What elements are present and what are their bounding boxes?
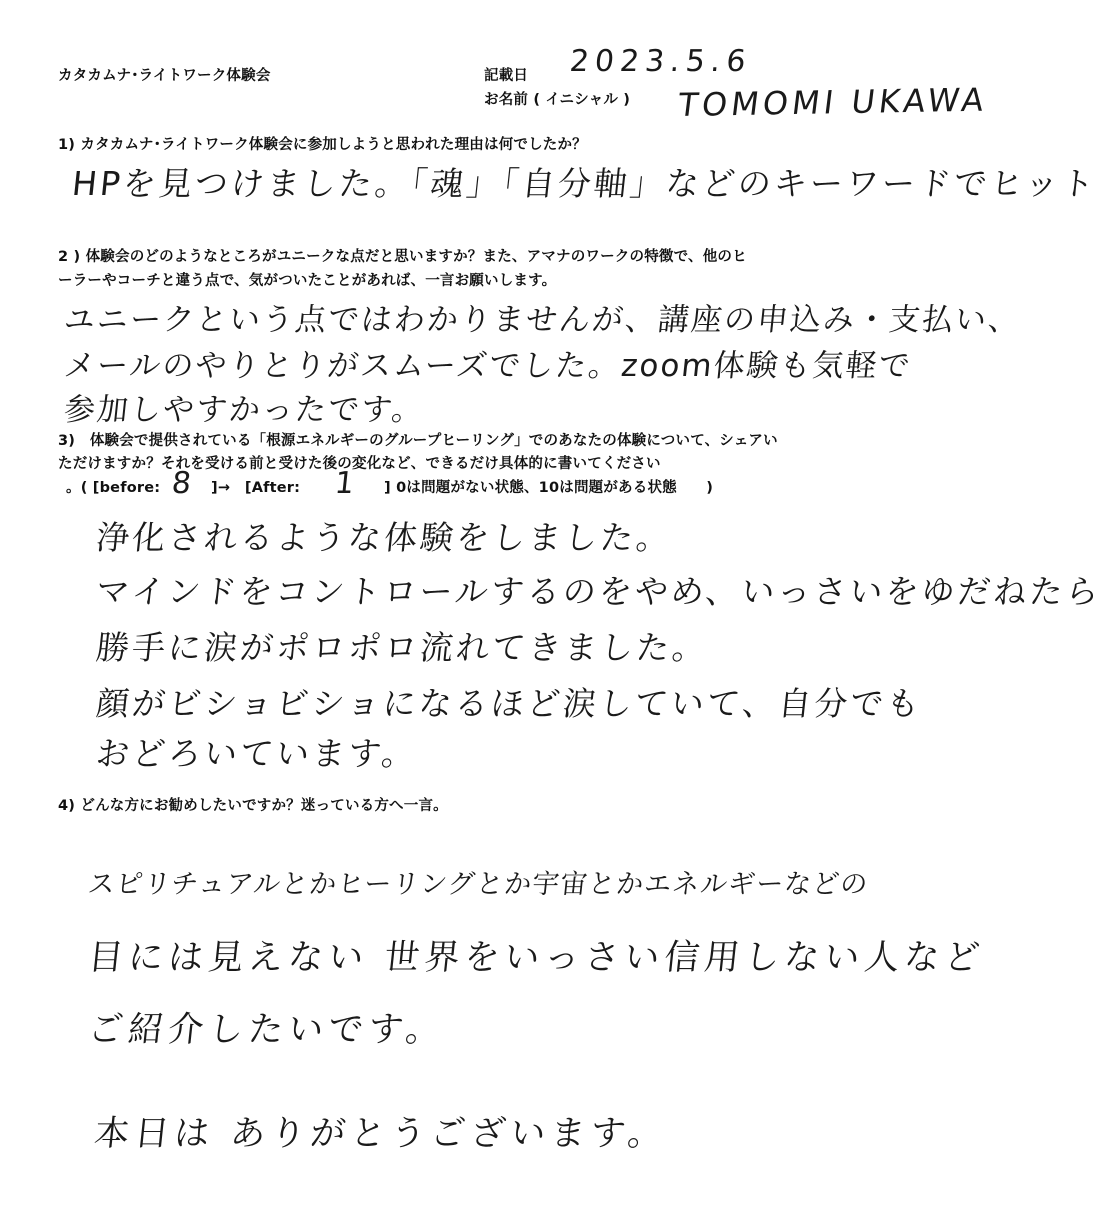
answer-4-line-4: 本日は ありがとうございます。 <box>92 1114 670 1154</box>
question-1: 1) カタカムナ･ライトワーク体験会に参加しようと思われた理由は何でしたか？ <box>58 137 587 153</box>
date-value: 2023.5.6 <box>568 44 754 79</box>
name-label: お名前 ( イニシャル ) <box>484 92 631 108</box>
answer-2-line-2: メールのやりとりがスムーズでした。zoom体験も気軽で <box>62 348 914 384</box>
name-value: TOMOMI UKAWA <box>676 80 990 124</box>
answer-2-line-1: ユニークという点ではわかりませんが、講座の申込み・支払い、 <box>62 302 1023 338</box>
answer-4-line-2: 目には見えない 世界をいっさい信用しない人など <box>86 938 987 978</box>
answer-1: HPを見つけました。「魂」「自分軸」などのキーワードでヒット <box>70 164 1100 203</box>
answer-4-line-1: スピリチュアルとかヒーリングとか宇宙とかエネルギーなどの <box>86 869 870 900</box>
date-label: 記載日 <box>484 68 529 84</box>
answer-3-line-1: 浄化されるような体験をしました。 <box>94 518 675 557</box>
after-score: 1 <box>333 466 356 501</box>
answer-2-line-3: 参加しやすかったです。 <box>62 392 427 428</box>
question-4: 4) どんな方にお勧めしたいですか？迷っている方へ一言。 <box>58 798 448 814</box>
question-3-line-2: ただけますか？それを受ける前と受けた後の変化など、できるだけ具体的に書いてください <box>58 456 661 472</box>
scale-suffix: ] 0は問題がない状態、10は問題がある状態 ) <box>384 480 714 496</box>
before-score: 8 <box>170 466 193 501</box>
question-3-line-1: 3) 体験会で提供されている「根源エネルギーのグループヒーリング」でのあなたの体験について、シェアい <box>58 433 778 449</box>
answer-4-line-3: ご紹介したいです。 <box>86 1010 448 1050</box>
scale-prefix: 。( [before: <box>66 480 161 496</box>
answer-3-line-3: 勝手に涙がポロポロ流れてきました。 <box>94 628 711 667</box>
scale-mid: ]→ [After: <box>211 480 301 496</box>
question-2-line-1: 2 ) 体験会のどのようなところがユニークな点だと思いますか？また、アマナのワークの特徴で、他のヒ <box>58 249 747 265</box>
question-2-line-2: ーラーやコーチと違う点で、気がついたことがあれば、一言お願いします。 <box>58 273 557 289</box>
answer-3-line-5: おどろいています。 <box>94 734 420 773</box>
answer-3-line-2: マインドをコントロールするのをやめ、いっさいをゆだねたら <box>94 572 1104 611</box>
answer-3-line-4: 顔がビショビショになるほど涙していて、自分でも <box>94 684 925 723</box>
form-title: カタカムナ･ライトワーク体験会 <box>58 68 271 84</box>
